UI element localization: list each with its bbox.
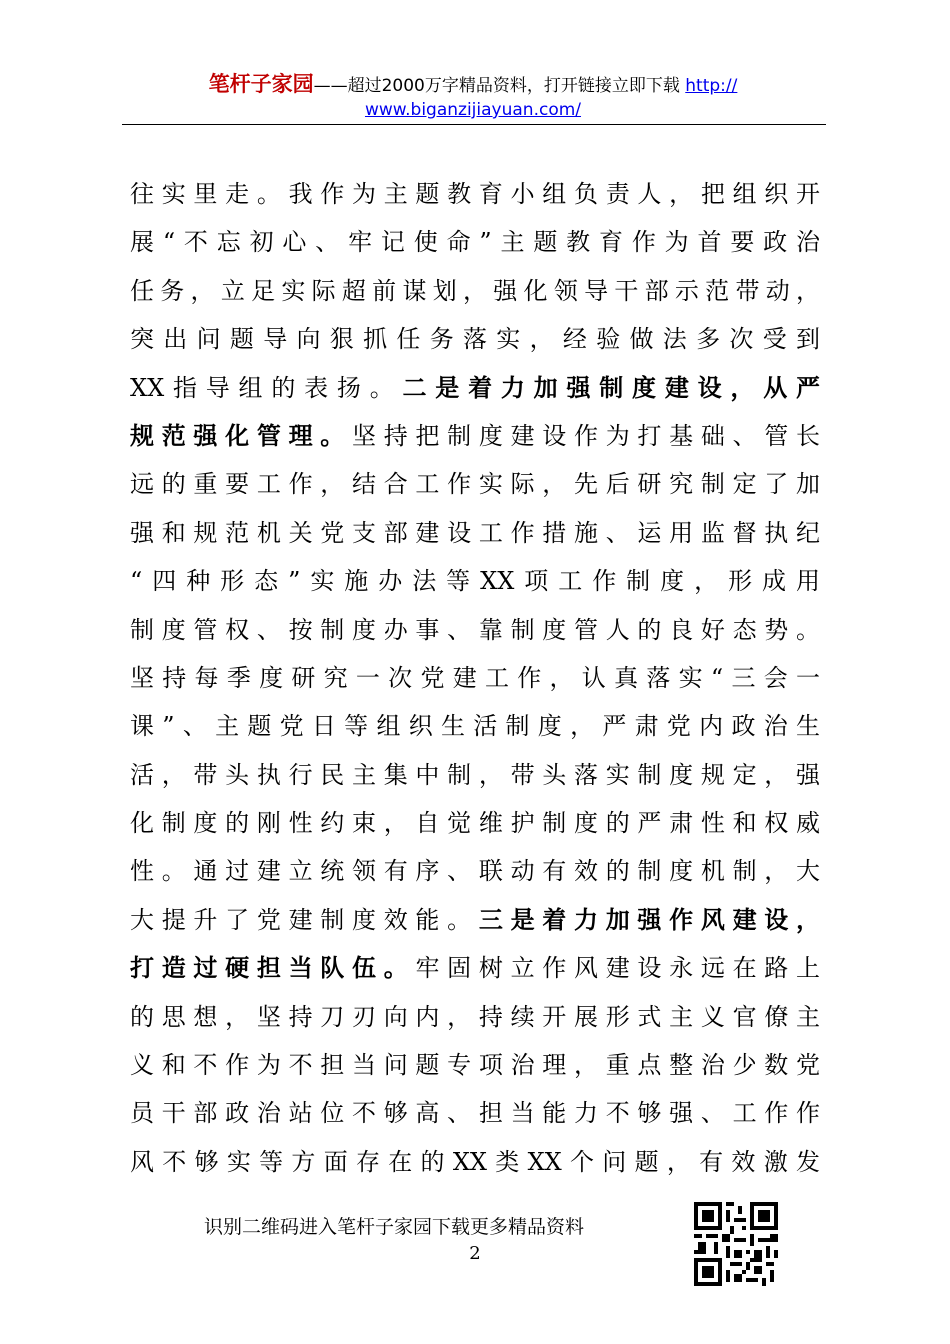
text-segment: 突出问题导向狠抓任务落实，经验做法多次受到 — [130, 325, 820, 354]
text-line — [130, 460, 820, 508]
text-segment: 义和不作为不担当问题专项治理，重点整治少数党 — [130, 1051, 820, 1080]
text-line — [130, 944, 820, 992]
website-link-part1[interactable]: http:// — [685, 76, 738, 96]
text-line — [130, 364, 820, 412]
text-line — [130, 751, 820, 799]
text-segment: 风不够实等方面存在的XX类XX个问题，有效激发 — [130, 1147, 820, 1176]
text-segment: 远的重要工作，结合工作实际，先后研究制定了加 — [130, 470, 820, 499]
bold-heading-segment: 打造过硬担当队伍。 — [130, 953, 416, 983]
text-line — [130, 847, 820, 895]
text-segment: 往实里走。我作为主题教育小组负责人，把组织开 — [130, 180, 820, 208]
header-divider — [122, 124, 826, 125]
text-segment: 大提升了党建制度效能。 — [130, 905, 479, 934]
text-line — [130, 1089, 820, 1137]
text-line — [130, 218, 820, 266]
text-line — [130, 557, 820, 605]
bold-heading-segment: 规范强化管理。 — [130, 420, 352, 450]
text-line — [130, 1138, 820, 1186]
document-body — [130, 170, 820, 1186]
text-segment: 的思想，坚持刀刃向内，持续开展形式主义官僚主 — [130, 1002, 820, 1031]
text-line — [130, 993, 820, 1041]
text-line — [130, 654, 820, 702]
text-line — [130, 170, 820, 218]
text-segment: 强和规范机关党支部建设工作措施、运用监督执纪 — [130, 518, 820, 547]
bold-heading-segment: 三是着力加强作风建设， — [478, 904, 821, 934]
text-line — [130, 267, 820, 315]
header-tagline: ——超过2000万字精品资料，打开链接立即下载 — [313, 76, 680, 96]
website-link-part2[interactable]: www.biganzijiayuan.com/ — [364, 100, 582, 120]
text-segment: 性。通过建立统领有序、联动有效的制度机制，大 — [130, 857, 820, 886]
text-segment: 展“不忘初心、牢记使命”主题教育作为首要政治 — [130, 228, 820, 257]
text-segment: 员干部政治站位不够高、担当能力不够强、工作作 — [130, 1099, 820, 1128]
text-line — [130, 315, 820, 363]
text-line — [130, 1041, 820, 1089]
text-segment: 制度管权、按制度办事、靠制度管人的良好态势。 — [130, 615, 820, 644]
text-line — [130, 412, 820, 460]
text-line — [130, 509, 820, 557]
text-line — [130, 702, 820, 750]
text-line — [130, 896, 820, 944]
bold-heading-segment: 二是着力加强制度建设，从严 — [402, 372, 821, 402]
text-segment: 课”、主题党日等组织生活制度，严肃党内政治生 — [130, 712, 820, 741]
text-segment: 任务，立足实际超前谋划，强化领导干部示范带动， — [130, 276, 820, 305]
page-number: 2 — [469, 1243, 481, 1264]
page-header — [120, 72, 826, 122]
text-segment: “四种形态”实施办法等XX项工作制度，形成用 — [130, 567, 820, 596]
text-segment: XX指导组的表扬。 — [130, 373, 403, 402]
text-line — [130, 799, 820, 847]
text-segment: 坚持把制度建设作为打基础、管长 — [352, 421, 820, 450]
text-line — [130, 606, 820, 654]
text-segment: 牢固树立作风建设永远在路上 — [415, 954, 821, 983]
text-segment: 坚持每季度研究一次党建工作，认真落实“三会一 — [130, 663, 820, 692]
text-segment: 化制度的刚性约束，自觉维护制度的严肃性和权威 — [130, 809, 820, 838]
qr-code-icon[interactable] — [694, 1202, 778, 1286]
brand-name: 笔杆子家园 — [208, 72, 314, 96]
footer-qr-caption: 识别二维码进入笔杆子家园下载更多精品资料 — [204, 1216, 585, 1238]
text-segment: 活，带头执行民主集中制，带头落实制度规定，强 — [130, 760, 820, 789]
